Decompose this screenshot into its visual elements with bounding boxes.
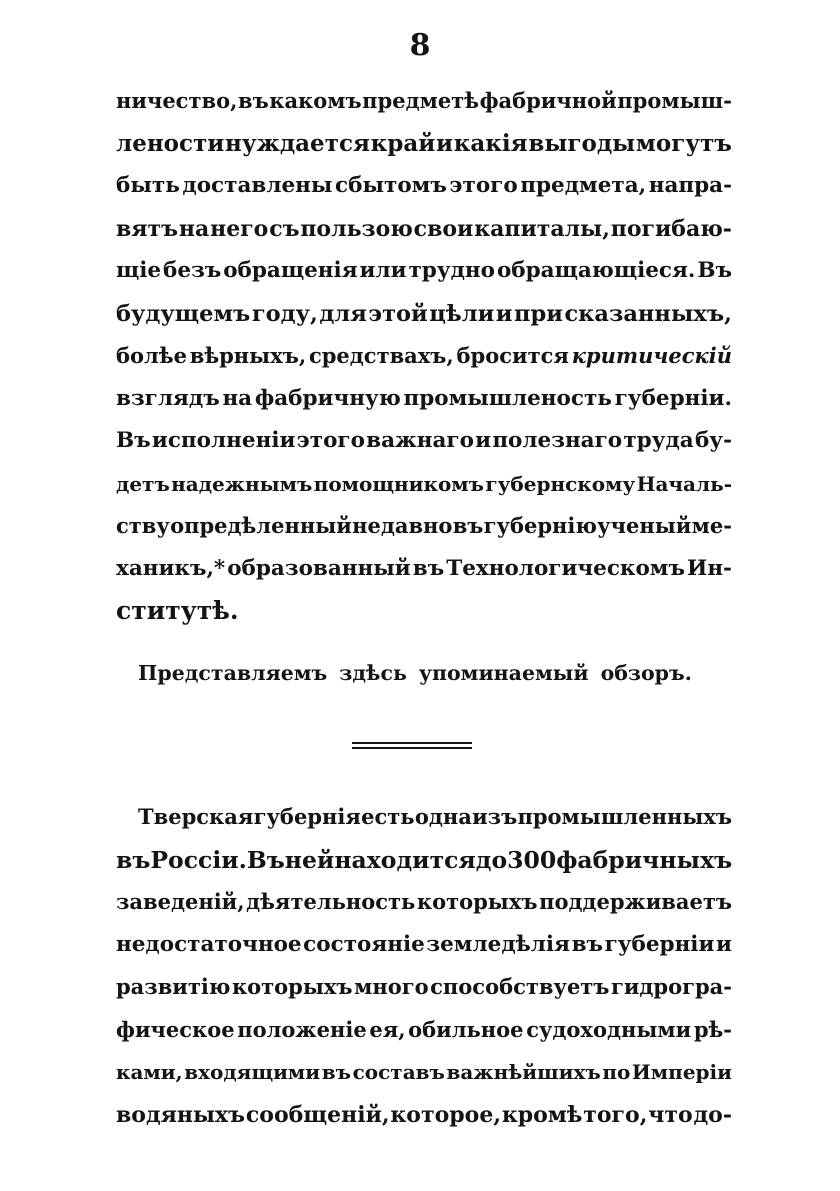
- word: вѣрныхъ,: [189, 343, 307, 368]
- word: обильное: [408, 1016, 524, 1042]
- word: полезнаго: [492, 428, 623, 453]
- text-line: [116, 420, 732, 463]
- text-line: [116, 839, 732, 882]
- word: губерніи.: [614, 385, 732, 411]
- word: образованный: [227, 555, 411, 581]
- word: много: [354, 974, 429, 999]
- text-line-first: [116, 796, 732, 839]
- text-line: [116, 165, 732, 208]
- word: развитію: [116, 974, 231, 999]
- word: ме-: [691, 513, 732, 538]
- word: на: [178, 215, 210, 242]
- word: Въ: [116, 428, 151, 453]
- word: и: [716, 931, 732, 957]
- word: исполненіи: [151, 428, 296, 453]
- text-line: [116, 1094, 732, 1137]
- word: лености: [116, 129, 225, 157]
- word: до-: [693, 1101, 732, 1128]
- word: ней: [284, 845, 335, 874]
- word: которыхъ: [416, 889, 538, 914]
- word: на: [222, 385, 253, 411]
- word: Россіи.: [150, 845, 247, 874]
- word: въ: [452, 513, 484, 538]
- word: труда: [623, 428, 694, 453]
- word: критическій: [571, 343, 732, 368]
- word: могутъ: [635, 129, 732, 157]
- word: пользою: [300, 215, 413, 242]
- word: способствуетъ: [430, 974, 610, 999]
- word: ститутѣ.: [116, 596, 239, 625]
- word: фабричную: [254, 385, 401, 411]
- word: трудно: [408, 258, 496, 283]
- word: предметѣ: [362, 88, 479, 113]
- word: судоходными: [526, 1016, 692, 1042]
- word: капиталы,: [474, 215, 610, 242]
- word: цѣли: [429, 300, 495, 327]
- word: и: [436, 129, 454, 157]
- word: свои: [413, 215, 474, 242]
- word: фабричныхъ: [556, 845, 732, 874]
- word: Ин-: [687, 555, 732, 581]
- word: земледѣлія: [426, 931, 570, 957]
- word: губернію: [483, 513, 597, 538]
- word: одна: [414, 804, 472, 829]
- word: составъ: [352, 1060, 445, 1084]
- word: щіе: [116, 258, 162, 283]
- word: вятъ: [116, 215, 179, 242]
- word: Представляемъ: [138, 661, 328, 685]
- word: кромѣ: [501, 1101, 583, 1128]
- word: недавно: [352, 513, 453, 538]
- word: взглядъ: [116, 385, 220, 411]
- word: ками,: [116, 1060, 183, 1084]
- word: здѣсь: [339, 661, 407, 685]
- word: съ: [269, 215, 300, 242]
- word: состояніе: [303, 931, 425, 957]
- word: въ: [321, 1060, 351, 1084]
- word: гидрогра-: [610, 974, 732, 999]
- word: обращенія: [223, 258, 358, 283]
- word: Началь-: [636, 471, 732, 496]
- word: при: [514, 300, 563, 327]
- word: нуждается: [225, 129, 370, 157]
- word: какія: [453, 129, 528, 157]
- paragraph-2: [138, 652, 698, 695]
- word: заведеній,: [116, 889, 245, 914]
- word: губерніи: [604, 931, 715, 957]
- word: ученый: [597, 513, 692, 538]
- word: по: [602, 1060, 631, 1084]
- word: того,: [583, 1101, 648, 1128]
- word: важнѣйшихъ: [446, 1060, 601, 1084]
- section-divider: [352, 742, 472, 751]
- text-line: [116, 505, 732, 548]
- text-line: [116, 1051, 732, 1094]
- word: какомъ: [269, 88, 362, 113]
- word: этой: [368, 300, 428, 327]
- word: выгоды: [528, 129, 636, 157]
- word: которыхъ: [231, 974, 353, 999]
- word: дѣятельность: [246, 889, 416, 914]
- word: важнаго: [366, 428, 474, 453]
- word: обращающіеся.: [496, 258, 696, 283]
- word: до: [475, 845, 508, 874]
- word: сказанныхъ,: [564, 300, 732, 327]
- word: безъ: [163, 258, 222, 283]
- word: промышленныхъ: [517, 804, 732, 829]
- word: которое,: [390, 1101, 501, 1128]
- word: напра-: [648, 173, 732, 198]
- word: промыш-: [617, 88, 732, 113]
- word: средствахъ,: [308, 343, 454, 368]
- text-line: [116, 1009, 732, 1052]
- word: и: [475, 428, 492, 453]
- page-number: 8: [409, 28, 431, 63]
- word: поддерживаетъ: [539, 889, 732, 914]
- text-line-last: [116, 590, 732, 633]
- word: ничество,: [116, 88, 238, 113]
- word: въ: [237, 88, 269, 113]
- divider-rule-top: [352, 742, 472, 744]
- word: край: [370, 129, 436, 157]
- word: или: [359, 258, 407, 283]
- word: промышленость: [403, 385, 612, 411]
- word: обзоръ.: [600, 661, 692, 685]
- word: въ: [571, 931, 603, 957]
- text-line: [116, 250, 732, 293]
- word: водяныхъ: [116, 1101, 246, 1128]
- word: Технологическомъ: [446, 555, 685, 581]
- word: въ: [412, 555, 445, 581]
- word: детъ: [116, 471, 170, 496]
- word: упоминаемый: [418, 661, 589, 685]
- word: 300: [507, 845, 557, 874]
- word: въ: [116, 845, 151, 874]
- word: помощникомъ: [313, 471, 485, 496]
- word: изъ: [472, 804, 518, 829]
- word: фическое: [116, 1016, 235, 1042]
- word: Въ: [697, 258, 732, 283]
- word: надежнымъ: [171, 471, 313, 496]
- word: для: [319, 300, 367, 327]
- word: Имперіи: [631, 1060, 732, 1084]
- word: губернія: [253, 804, 361, 829]
- paragraph-1: [116, 80, 732, 633]
- word: бу-: [694, 428, 732, 453]
- word: болѣе: [116, 343, 187, 368]
- word: году,: [251, 300, 318, 327]
- text-line: [116, 966, 732, 1009]
- word: находится: [334, 845, 476, 874]
- word: предмета,: [520, 173, 647, 198]
- text-line: [116, 378, 732, 421]
- word: сообщеній,: [245, 1101, 390, 1128]
- word: Въ: [246, 845, 285, 874]
- text-line-with-italic: [116, 335, 732, 378]
- paragraph-3: [116, 796, 732, 1136]
- word: бросится: [456, 343, 569, 368]
- word: недостаточное: [116, 931, 302, 957]
- word: этого: [296, 428, 365, 453]
- word: есть: [361, 804, 415, 829]
- text-line: [116, 80, 732, 123]
- text-line: [116, 463, 732, 506]
- divider-rule-bottom: [352, 747, 472, 749]
- word: доставлены: [182, 173, 333, 198]
- word: ея,: [369, 1016, 406, 1042]
- word: этого: [449, 173, 518, 198]
- text-line: [116, 123, 732, 166]
- word: Тверская: [138, 804, 254, 829]
- word: фабричной: [479, 88, 617, 113]
- text-line: [116, 293, 732, 336]
- text-line: [116, 548, 732, 591]
- text-line-last: [138, 652, 698, 695]
- word: положеніе: [237, 1016, 367, 1042]
- word: и: [495, 300, 513, 327]
- word: быть: [116, 173, 180, 198]
- word: губернскому: [485, 471, 636, 496]
- text-line: [116, 881, 732, 924]
- word: ханикъ,*: [116, 555, 226, 581]
- text-line: [116, 208, 732, 251]
- word: опредѣленный: [170, 513, 352, 538]
- word: входящими: [184, 1060, 321, 1084]
- text-line: [116, 924, 732, 967]
- word: что: [648, 1101, 693, 1128]
- word: будущемъ: [116, 300, 251, 327]
- word: ству: [116, 513, 170, 538]
- word: сбытомъ: [335, 173, 447, 198]
- word: рѣ-: [693, 1016, 732, 1042]
- word: него: [210, 215, 269, 242]
- word: погибаю-: [610, 215, 732, 242]
